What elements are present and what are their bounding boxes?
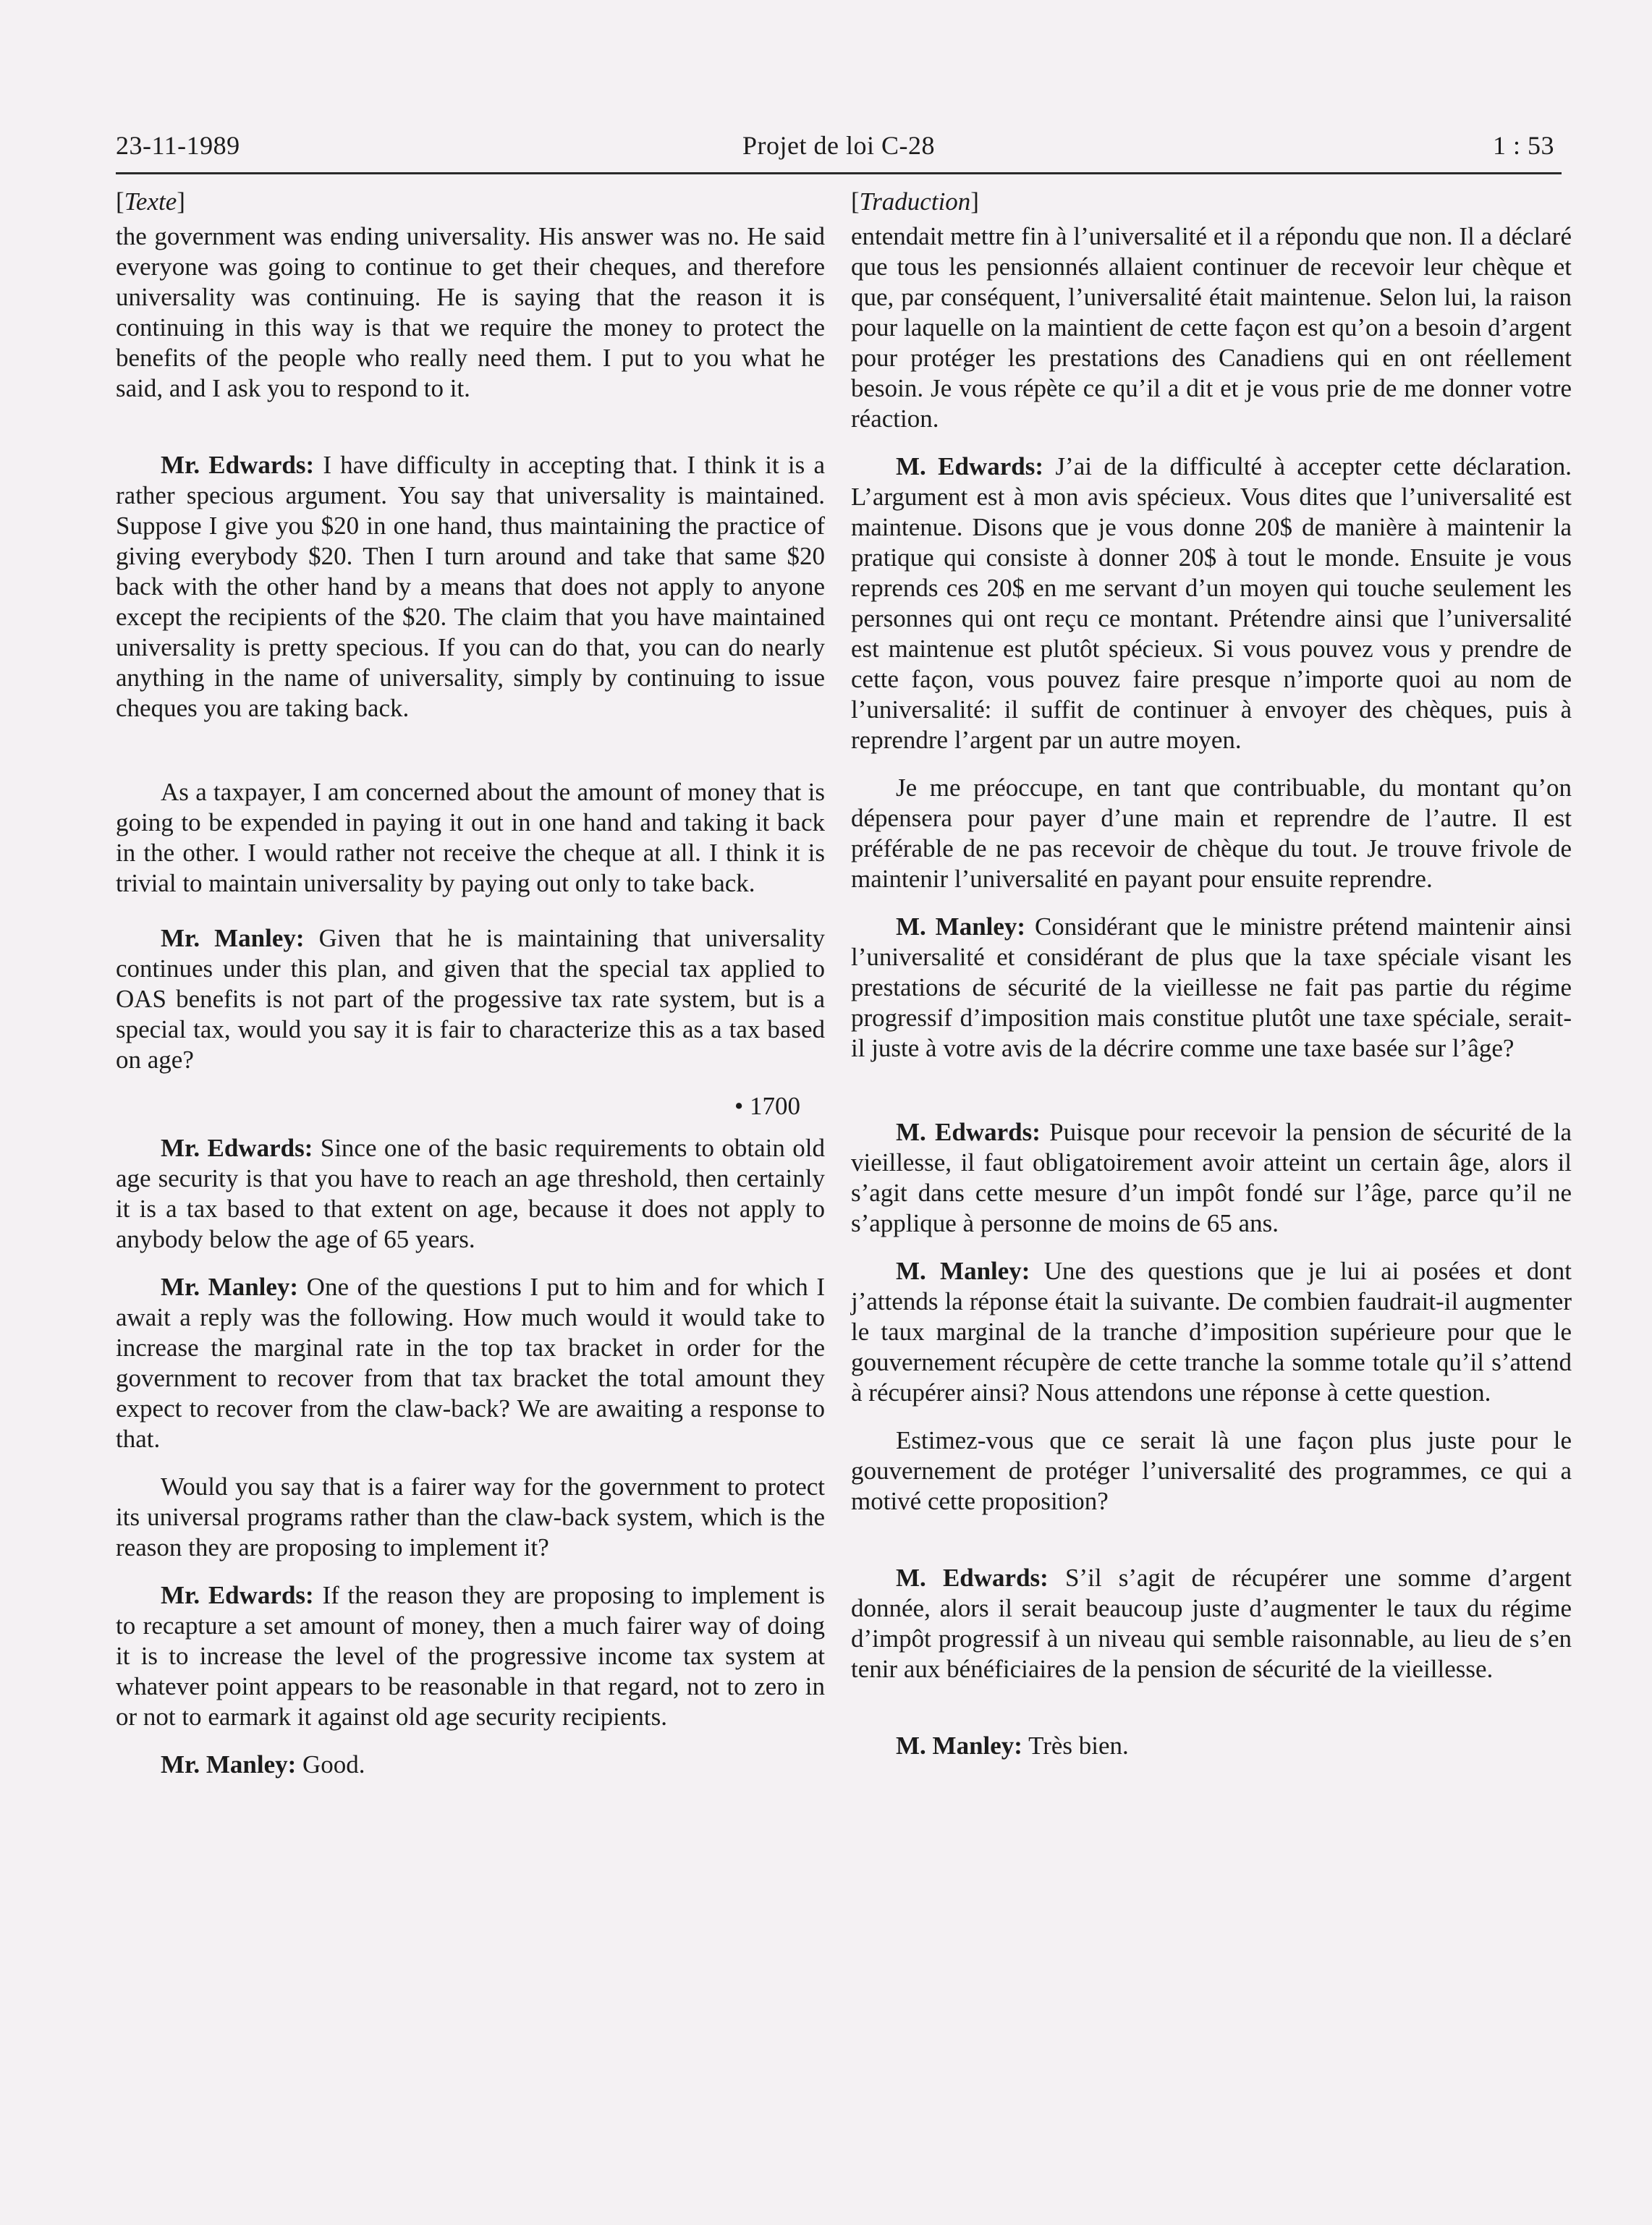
english-paragraph [116, 221, 825, 404]
paragraph-text: Good. [296, 1750, 365, 1779]
speaker-name: M. Manley: [896, 912, 1026, 941]
english-paragraph [116, 1272, 825, 1454]
english-paragraph [116, 450, 825, 724]
paragraph-text: Would you say that is a fairer way for the government to protect its universal programs rather than the claw-back system, which is the reason they are proposing to implement it? [116, 1472, 825, 1561]
header-title: Projet de loi C-28 [742, 131, 935, 160]
english-language-tag: [Texte] [116, 187, 185, 216]
english-paragraph [116, 1472, 825, 1563]
paragraph-text: I have difficulty in accepting that. I think it is a rather specious argument. You say that universality is maintained. Suppose I give you $20 in one hand, thus maintaining the practice of giving everybody $20. Then I turn around and take that same $20 back with the other hand by a means that does not apply to anyone except the recipients of the $20. The claim that you have maintained universality is pretty specious. If you can do that, you can do nearly anything in the name of universality, simply by continuing to issue cheques you are taking back. [116, 451, 825, 722]
speaker-name: M. Edwards: [896, 1118, 1041, 1146]
english-paragraph [116, 1580, 825, 1732]
french-tag-text: Traduction [859, 187, 971, 216]
french-paragraph [851, 1563, 1572, 1684]
paragraph-text: entendait mettre fin à l’universalité et il a répondu que non. Il a déclaré que tous les pensionnés allaient continuer de recevoir leur chèque et que, par conséquent, l’universalité était maintenue. Selon lui, la raison pour laquelle on la maintient de cette façon est qu’on a besoin d’argent pour protéger les prestations des Canadiens qui en ont réellement besoin. Je vous répète ce qu’il a dit et je vous prie de me donner votre réaction. [851, 222, 1572, 433]
speaker-name: M. Edwards: [896, 1564, 1049, 1592]
paragraph-text: Considérant que le ministre prétend maintenir ainsi l’universalité et considérant de plus que la taxe spéciale visant les prestations de sécurité de la vieillesse ne fait pas partie du régime progressif d’imposition mais constitue plutôt une taxe spéciale, serait-il juste à votre avis de la décrire comme une taxe basée sur l’âge? [851, 912, 1572, 1062]
paragraph-text: S’il s’agit de récupérer une somme d’argent donnée, alors il serait beaucoup juste d’augmenter le taux du régime d’impôt progressif à un niveau qui semble raisonnable, au lieu de s’en tenir aux bénéficiaires de la pension de sécurité de la vieillesse. [851, 1564, 1572, 1683]
paragraph-text: One of the questions I put to him and for which I await a reply was the following. How much would it would take to increase the marginal rate in the top tax bracket in order for the government to recover from that tax bracket the total amount they expect to recover from the claw-back? We are awaiting a response to that. [116, 1273, 825, 1453]
french-language-tag: [Traduction] [851, 187, 979, 216]
paragraph-text: the government was ending universality. His answer was no. He said everyone was going to continue to get their cheques, and therefore universality was continuing. He is saying that the reason it is continuing in this way is that we require the money to protect the benefits of the people who really need them. I put to you what he said, and I ask you to respond to it. [116, 222, 825, 402]
paragraph-text: If the reason they are proposing to implement is to recapture a set amount of money, then a much fairer way of doing it is to increase the level of the progressive income tax system at whatever point appears to be reasonable in that regard, not to zero in or not to earmark it against old age security recipients. [116, 1581, 825, 1731]
french-paragraph [851, 221, 1572, 434]
french-paragraph [851, 773, 1572, 894]
paragraph-text: Une des questions que je lui ai posées et dont j’attends la réponse était la suivante. De combien faudrait-il augmenter le taux marginal de la tranche d’imposition supérieure pour que le gouvernement récupère de cette tranche la somme totale qu’il s’attend à récupérer ainsi? Nous attendons une réponse à cette question. [851, 1257, 1572, 1407]
speaker-name: Mr. Edwards: [161, 1134, 313, 1162]
paragraph-text: Since one of the basic requirements to obtain old age security is that you have to reach an age threshold, then certainly it is a tax based to that extent on age, because it does not apply to anybody below the age of 65 years. [116, 1134, 826, 1253]
french-paragraph [851, 912, 1572, 1064]
header-date: 23-11-1989 [116, 131, 240, 160]
paragraph-text: J’ai de la difficulté à accepter cette déclaration. L’argument est à mon avis spécieux. Vous dites que l’universalité est maintenue. Disons que je vous donne 20$ de manière à maintenir la pratique qui consiste à donner 20$ à tout le monde. Ensuite je vous reprends ces 20$ en me servant d’un moyen qui touche seulement les personnes qui ont reçu ce montant. Prétendre ainsi que l’universalité est maintenue est plutôt spécieux. Si vous pouvez vous y prendre de cette façon, vous pouvez faire presque n’importe quoi au nom de l’universalité: il suffit de continuer à envoyer des chèques, puis à reprendre l’argent par un autre moyen. [851, 452, 1572, 754]
paragraph-text: Très bien. [1022, 1732, 1129, 1760]
french-column [851, 187, 1572, 1761]
english-column [116, 187, 825, 1780]
french-paragraph [851, 1117, 1572, 1239]
french-paragraph [851, 1256, 1572, 1408]
speaker-name: M. Manley: [896, 1257, 1030, 1285]
time-stamp: • 1700 [734, 1092, 800, 1120]
english-paragraph [116, 923, 825, 1075]
english-tag-text: Texte [124, 187, 177, 216]
paragraph-text: Estimez-vous que ce serait là une façon plus juste pour le gouvernement de protéger l’universalité des programmes, ce qui a motivé cette proposition? [851, 1426, 1572, 1515]
french-paragraph [851, 1425, 1572, 1517]
speaker-name: Mr. Manley: [161, 924, 305, 952]
english-paragraph [116, 1750, 825, 1780]
speaker-name: Mr. Edwards: [161, 1581, 314, 1609]
speaker-name: M. Manley: [896, 1732, 1022, 1760]
paragraph-text: As a taxpayer, I am concerned about the amount of money that is going to be expended in paying it out in one hand and taking it back in the other. I would rather not receive the cheque at all. I think it is trivial to maintain universality by paying out only to take back. [116, 778, 825, 897]
header-rule [116, 172, 1562, 174]
speaker-name: Mr. Manley: [161, 1750, 297, 1779]
english-paragraph [116, 777, 825, 899]
paragraph-text: Given that he is maintaining that universality continues under this plan, and given that the special tax applied to OAS benefits is not part of the progessive tax rate system, but is a special tax, would you say it is fair to characterize this as a tax based on age? [116, 924, 825, 1074]
speaker-name: Mr. Edwards: [161, 451, 315, 479]
speaker-name: Mr. Manley: [161, 1273, 299, 1301]
french-paragraph [851, 1731, 1572, 1761]
paragraph-text: Je me préoccupe, en tant que contribuable, du montant qu’on dépensera pour payer d’une main et reprendre de l’autre. Il est préférable de ne pas recevoir de chèque du tout. Je trouve frivole de maintenir l’universalité en payant pour ensuite reprendre. [851, 774, 1572, 893]
speaker-name: M. Edwards: [896, 452, 1044, 480]
english-paragraph [116, 1133, 825, 1255]
page-header [116, 124, 1562, 169]
french-paragraph [851, 452, 1572, 755]
header-page-number: 1 : 53 [1492, 131, 1554, 160]
paragraph-text: Puisque pour recevoir la pension de sécurité de la vieillesse, il faut obligatoirement avoir atteint un certain âge, alors il s’agit dans cette mesure d’un impôt fondé sur l’âge, parce qu’il ne s’applique à personne de moins de 65 ans. [851, 1118, 1572, 1237]
